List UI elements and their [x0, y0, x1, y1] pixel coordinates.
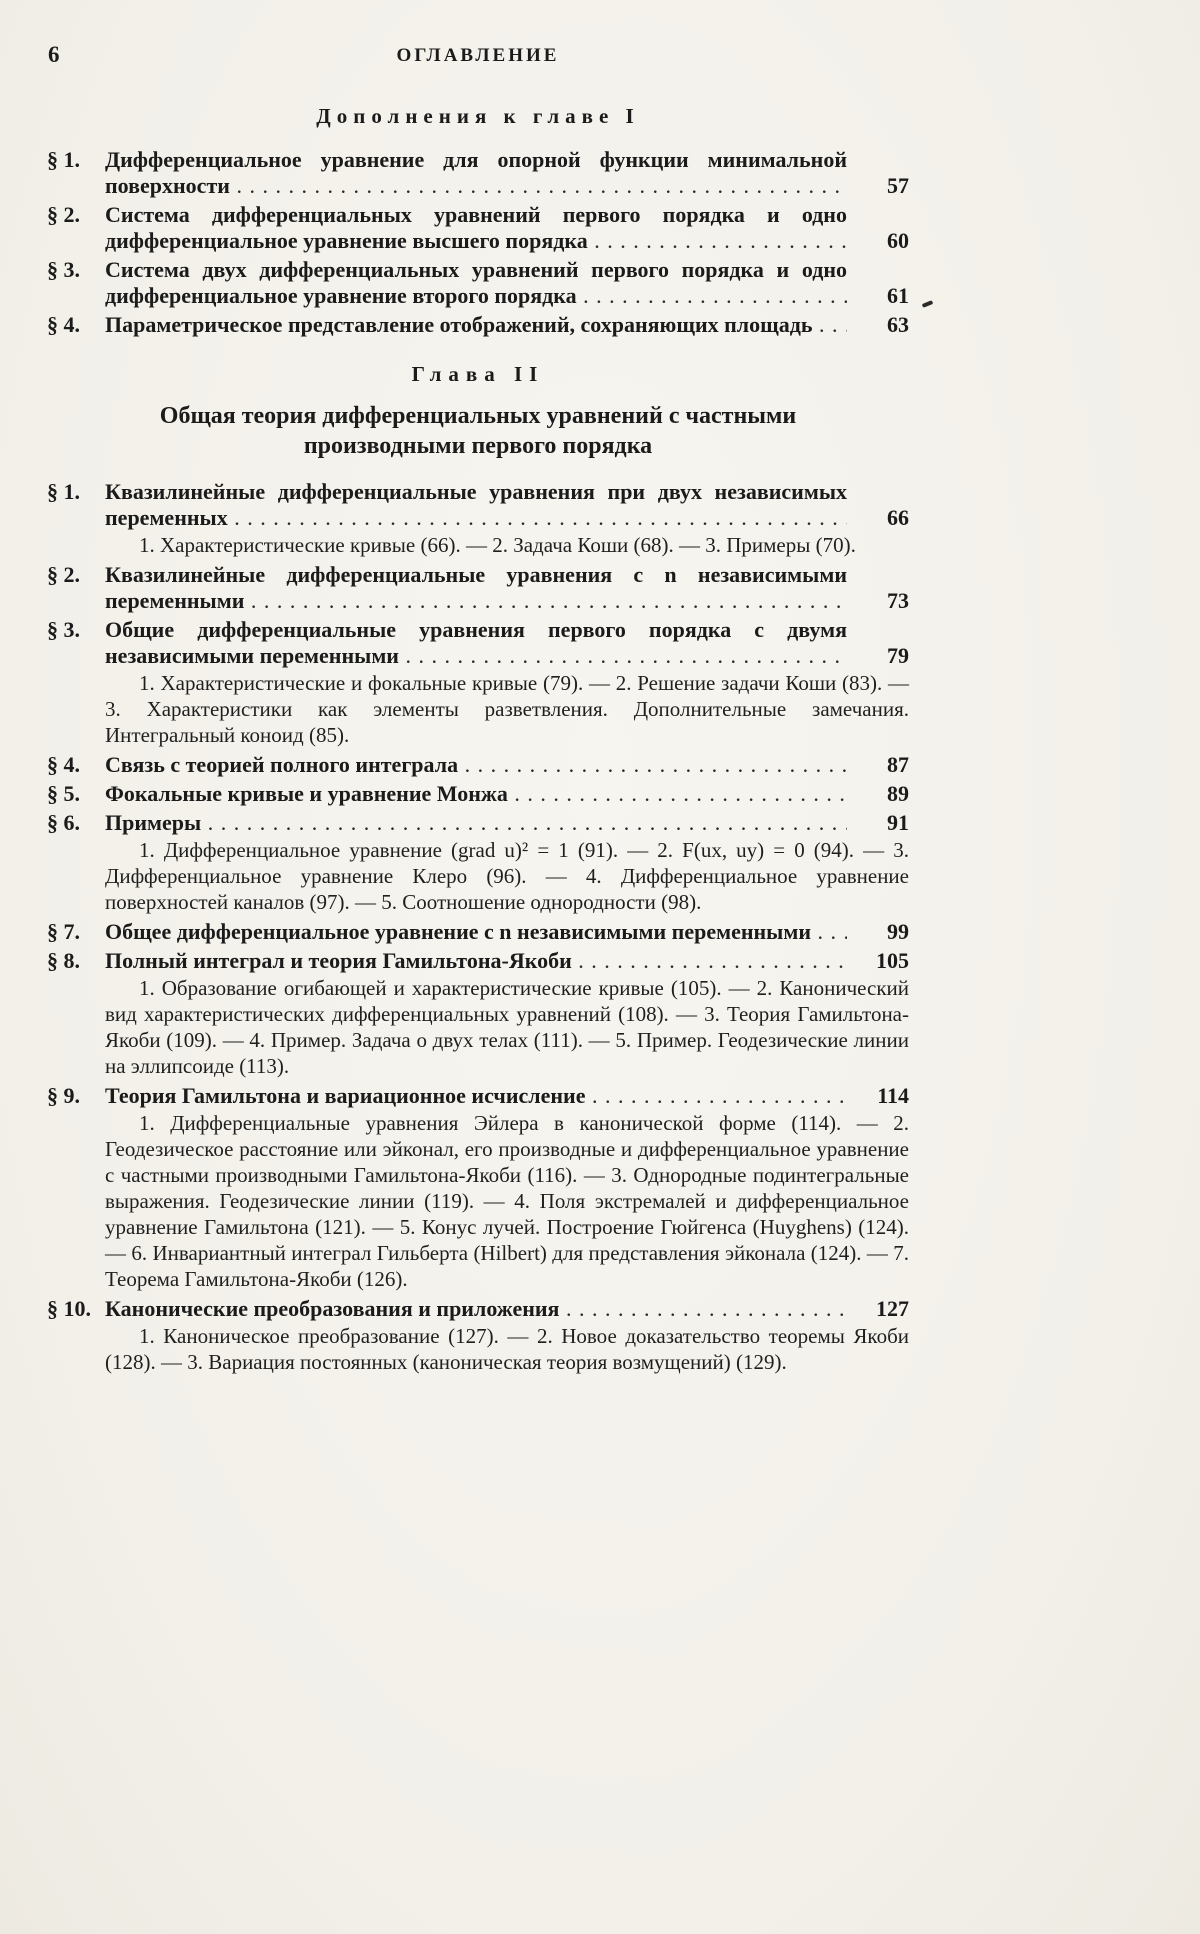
entry-note: 1. Образование огибающей и характеристические кривые (105). — 2. Канонический вид характеристических дифференциальных уравнений (108). — 3. Теория Гамильтона-Якоби (109). — 4. Пример. Задача о двух телах (111). — 5. Пример. Геодезические линии на эллипсоиде (113). [105, 976, 909, 1078]
page-content [47, 42, 909, 1375]
dot-leader [458, 752, 847, 778]
entry-title: Общие дифференциальные уравнения первого порядка с двумя независимыми переменными [105, 617, 847, 668]
entry-note: 1. Характеристические кривые (66). — 2. Задача Коши (68). — 3. Примеры (70). [139, 533, 856, 557]
entry-label: § 10. [47, 1296, 91, 1321]
toc-entry-row [47, 1296, 909, 1322]
entry-title: Канонические преобразования и приложения [105, 1296, 560, 1321]
dot-leader [812, 312, 847, 338]
toc-entry [47, 147, 909, 199]
entry-page-number: 114 [877, 1083, 909, 1108]
page-header [47, 42, 909, 72]
entry-label: § 2. [47, 562, 80, 587]
toc-entry-row [47, 810, 909, 836]
toc-entry [47, 1296, 909, 1375]
chapter-heading: Глава II [411, 362, 545, 386]
toc-entry-row [47, 617, 909, 669]
toc-entry-row [47, 1083, 909, 1109]
toc-entry-row [47, 752, 909, 778]
entry-page-number: 91 [887, 810, 909, 835]
entry-title-cell [105, 810, 847, 836]
entry-title: Система двух дифференциальных уравнений первого порядка и одно дифференциальное уравнение второго порядка [105, 257, 847, 308]
toc-entry-row [47, 562, 909, 614]
dot-leader [811, 919, 847, 945]
entry-title-cell [105, 147, 847, 199]
toc-entry [47, 562, 909, 614]
entry-page-number: 61 [887, 283, 909, 308]
dot-leader [201, 810, 847, 836]
entry-page-number: 60 [887, 228, 909, 253]
toc-entry [47, 781, 909, 807]
page-number: 6 [48, 42, 60, 67]
entry-label: § 4. [47, 312, 80, 337]
entry-label: § 5. [47, 781, 80, 806]
supplement-heading: Дополнения к главе I [316, 104, 640, 128]
entry-title-cell [105, 479, 847, 531]
entry-title: Примеры [105, 810, 202, 835]
entry-page-number: 79 [887, 643, 909, 668]
dot-leader [508, 781, 847, 807]
toc-entry-row [47, 147, 909, 199]
entry-title-cell [105, 1083, 847, 1109]
entry-page-number: 87 [887, 752, 909, 777]
entry-note: 1. Дифференциальные уравнения Эйлера в канонической форме (114). — 2. Геодезическое расстояние или эйконал, его производные и дифференциальное уравнение с частными производными Гамильтона-Якоби (116). — 3. Однородные подинтегральные выражения. Геодезические линии (119). — 4. Поля экстремалей и дифференциальное уравнение Гамильтона (121). — 5. Конус лучей. Построение Гюйгенса (Huyghens) (124). — 6. Инвариантный интеграл Гильберта (Hilbert) для представления эйконала (124). — 7. Теорема Гамильтона-Якоби (126). [105, 1111, 909, 1291]
entry-note: 1. Дифференциальное уравнение (grad u)² = 1 (91). — 2. F(ux, uy) = 0 (94). — 3. Дифференциальное уравнение Клеро (96). — 4. Дифференциальное уравнение поверхностей каналов (97). — 5. Соотношение однородности (98). [105, 838, 909, 914]
toc-entry [47, 1083, 909, 1292]
dot-leader [244, 588, 847, 614]
entry-title: Связь с теорией полного интеграла [105, 752, 459, 777]
entry-page-number: 105 [876, 948, 909, 973]
entry-title-cell [105, 312, 847, 338]
entry-title: Параметрическое представление отображений, сохраняющих площадь [105, 312, 813, 337]
entry-title: Квазилинейные дифференциальные уравнения с n независимыми переменными [105, 562, 847, 613]
entry-title: Общее дифференциальное уравнение с n независимыми переменными [105, 919, 812, 944]
entry-title: Система дифференциальных уравнений первого порядка и одно дифференциальное уравнение высшего порядка [105, 202, 847, 253]
toc-entry [47, 202, 909, 254]
entry-page-number: 73 [887, 588, 909, 613]
toc-entry [47, 919, 909, 945]
dot-leader [572, 948, 847, 974]
dot-leader [577, 283, 847, 309]
entry-title-cell [105, 202, 847, 254]
entry-label: § 7. [47, 919, 80, 944]
toc-entry-row [47, 948, 909, 974]
entry-label: § 3. [47, 257, 80, 282]
dot-leader [228, 505, 847, 531]
dot-leader [230, 173, 847, 199]
toc-entry-row [47, 479, 909, 531]
entry-title: Квазилинейные дифференциальные уравнения при двух независимых переменных [105, 479, 847, 530]
dot-leader [559, 1296, 847, 1322]
entry-title: Фокальные кривые и уравнение Монжа [105, 781, 508, 806]
toc-entry-row [47, 257, 909, 309]
chapter-toc-list [47, 479, 909, 1375]
entry-page-number: 66 [887, 505, 909, 530]
scan-artifact-mark [922, 300, 934, 308]
toc-entry [47, 479, 909, 558]
entry-title: Теория Гамильтона и вариационное исчисление [105, 1083, 586, 1108]
entry-page-number: 89 [887, 781, 909, 806]
toc-entry [47, 810, 909, 915]
entry-label: § 6. [47, 810, 80, 835]
entry-label: § 4. [47, 752, 80, 777]
toc-entry-row [47, 781, 909, 807]
toc-entry [47, 948, 909, 1079]
running-head: ОГЛАВЛЕНИЕ [396, 45, 560, 66]
entry-title: Дифференциальное уравнение для опорной функции минимальной поверхности [105, 147, 847, 198]
toc-entry-row [47, 202, 909, 254]
entry-note: 1. Каноническое преобразование (127). — 2. Новое доказательство теоремы Якоби (128). — 3. Вариация постоянных (каноническая теория возмущений) (129). [105, 1324, 909, 1374]
entry-label: § 3. [47, 617, 80, 642]
supplement-toc-list [47, 147, 909, 338]
entry-label: § 9. [47, 1083, 80, 1108]
entry-title-cell [105, 1296, 847, 1322]
entry-title-cell [105, 948, 847, 974]
entry-page-number: 127 [876, 1296, 909, 1321]
entry-title-cell [105, 752, 847, 778]
entry-title-cell [105, 562, 847, 614]
entry-label: § 1. [47, 147, 80, 172]
entry-title-cell [105, 781, 847, 807]
entry-page-number: 57 [887, 173, 909, 198]
toc-entry [47, 312, 909, 338]
entry-title: Полный интеграл и теория Гамильтона-Якоби [105, 948, 572, 973]
toc-entry-row [47, 919, 909, 945]
entry-label: § 8. [47, 948, 80, 973]
entry-title-cell [105, 919, 847, 945]
toc-entry-row [47, 312, 909, 338]
entry-page-number: 99 [887, 919, 909, 944]
entry-label: § 1. [47, 479, 80, 504]
chapter-title: Общая теория дифференциальных уравнений с частными производными первого порядка [159, 403, 797, 459]
entry-note: 1. Характеристические и фокальные кривые (79). — 2. Решение задачи Коши (83). — 3. Характеристики как элементы разветвления. Дополнительные замечания. Интегральный коноид (85). [105, 671, 909, 747]
dot-leader [588, 228, 847, 254]
entry-title-cell [105, 617, 847, 669]
toc-entry [47, 617, 909, 748]
entry-title-cell [105, 257, 847, 309]
toc-entry [47, 257, 909, 309]
entry-page-number: 63 [887, 312, 909, 337]
dot-leader [399, 643, 847, 669]
entry-label: § 2. [47, 202, 80, 227]
toc-entry [47, 752, 909, 778]
dot-leader [585, 1083, 847, 1109]
